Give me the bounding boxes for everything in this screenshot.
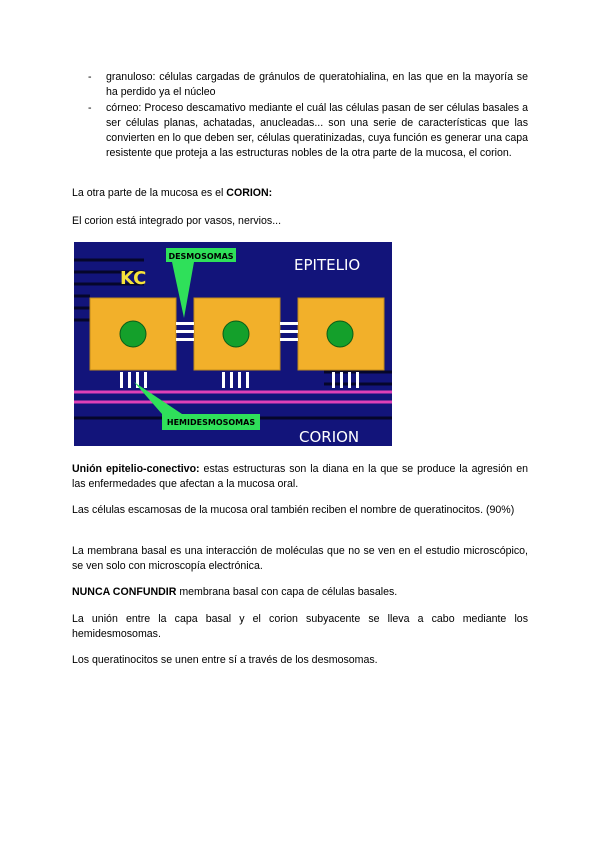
nunca-confundir-bold: NUNCA CONFUNDIR (72, 586, 177, 598)
kc-label: KC (120, 268, 147, 289)
paragraph-corion-composition (72, 214, 528, 229)
bullet-list (88, 70, 528, 162)
cell-nucleus (120, 321, 146, 347)
bullet-text-corneo: córneo: Proceso descamativo mediante el cuál las células pasan de ser células basales a ser células planas, achatadas, anucleadas... son una serie de características que las convierten en lo que deben ser, células queratinizadas, cuya función es generar una capa resistente que proteja a las estructuras nobles de la otra parte de la mucosa, el corion. (106, 101, 528, 160)
paragraph-desmosomas (72, 653, 528, 668)
paragraph-text: La unión entre la capa basal y el corion subyacente se lleva a cabo mediante los hemidesmosomas. (72, 613, 528, 641)
bullet-dash: - (88, 71, 92, 83)
paragraph-queratinocitos (72, 503, 528, 518)
paragraph-text: membrana basal con capa de células basales. (176, 586, 398, 598)
paragraph-text: Las células escamosas de la mucosa oral también reciben el nombre de queratinocitos. (90%) (72, 504, 515, 516)
hemidesmosomas-label: HEMIDESMOSOMAS (166, 418, 256, 427)
corion-label: CORION (299, 428, 360, 446)
paragraph-text: La otra parte de la mucosa es el (72, 187, 227, 199)
union-bold-label: Unión epitelio-conectivo: (72, 463, 200, 475)
paragraph-hemidesmosomas (72, 612, 528, 643)
paragraph-union-epitelio (72, 462, 528, 493)
paragraph-text: estas estructuras son la diana en la que se produce la agresión en las enfermedades que afectan a la mucosa oral. (72, 463, 528, 491)
paragraph-corion-intro (72, 186, 528, 201)
paragraph-text: La membrana basal es una interacción de moléculas que no se ven en el estudio microscópico, se ven solo con microscopía electrónica. (72, 545, 528, 573)
bullet-text-granuloso: granuloso: células cargadas de gránulos de queratohialina, en las que en la mayoría se ha perdido ya el núcleo (106, 71, 528, 99)
epitelio-label: EPITELIO (294, 256, 361, 274)
paragraph-nunca-confundir (72, 585, 528, 600)
epithelium-diagram (74, 242, 392, 446)
paragraph-text: El corion está integrado por vasos, nervios... (72, 215, 282, 227)
cell-nucleus (223, 321, 249, 347)
paragraph-membrana-basal (72, 544, 528, 575)
list-item (88, 101, 528, 162)
desmosomas-label: DESMOSOMAS (168, 252, 234, 261)
bullet-dash: - (88, 101, 92, 114)
paragraph-text: Los queratinocitos se unen entre sí a través de los desmosomas. (72, 654, 378, 666)
list-item (88, 70, 528, 101)
corion-bold-label: CORION: (226, 187, 273, 199)
cell-nucleus (327, 321, 353, 347)
